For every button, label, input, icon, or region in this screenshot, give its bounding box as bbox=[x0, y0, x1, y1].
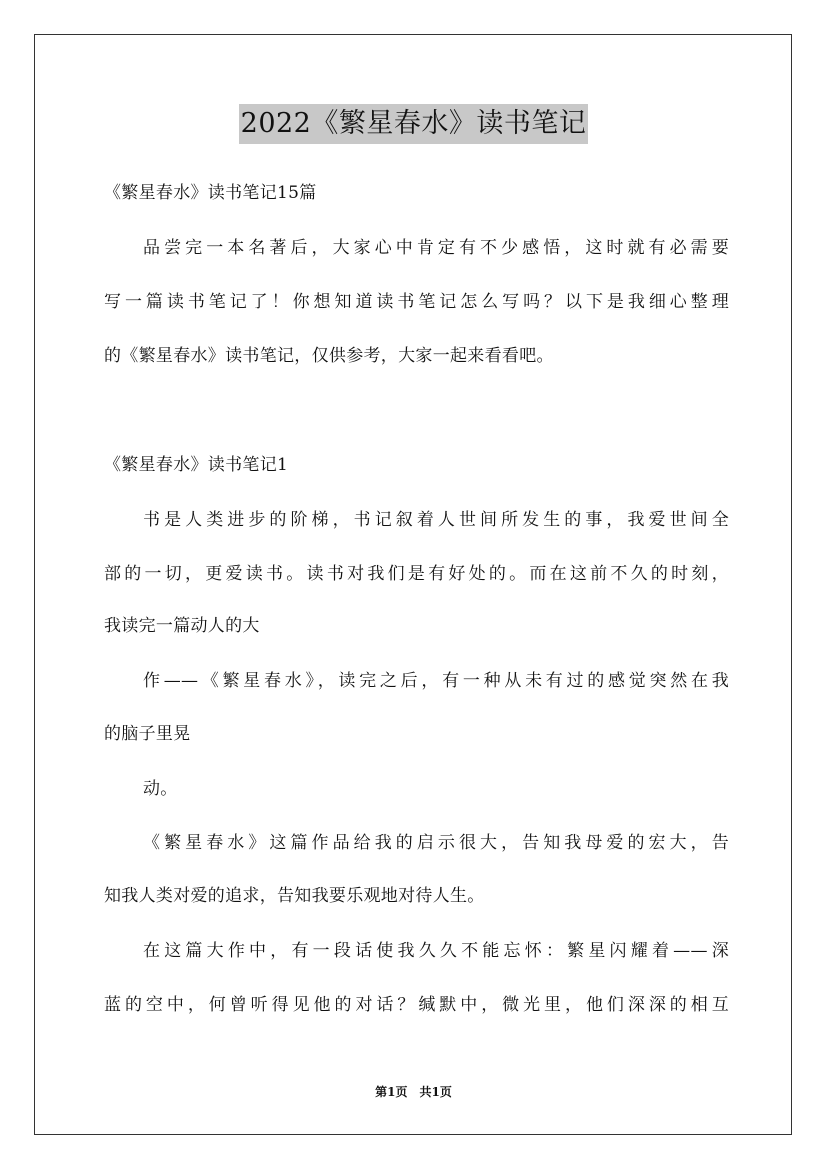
body-line-4: 作——《繁星春水》，读完之后，有一种从未有过的感觉突然在我 bbox=[143, 671, 729, 691]
intro-line-1: 品尝完一本名著后，大家心中肯定有不少感悟，这时就有必需要 bbox=[143, 238, 729, 258]
body-line-10: 蓝的空中，何曾听得见他的对话？缄默中，微光里，他们深深的相互 bbox=[104, 995, 729, 1015]
intro-line-2: 写一篇读书笔记了！你想知道读书笔记怎么写吗？以下是我细心整理 bbox=[104, 292, 729, 312]
document-title bbox=[0, 101, 827, 144]
body-line-8: 知我人类对爱的追求，告知我要乐观地对待人生。 bbox=[104, 886, 485, 906]
body-line-3: 我读完一篇动人的大 bbox=[104, 616, 260, 636]
document-subtitle: 《繁星春水》读书笔记15篇 bbox=[104, 183, 317, 203]
body-line-5: 的脑子里晃 bbox=[104, 724, 191, 744]
body-line-7: 《繁星春水》这篇作品给我的启示很大，告知我母爱的宏大，告 bbox=[143, 833, 729, 853]
section-heading: 《繁星春水》读书笔记1 bbox=[104, 455, 289, 475]
body-line-1: 书是人类进步的阶梯，书记叙着人世间所发生的事，我爱世间全 bbox=[143, 510, 729, 530]
body-line-9: 在这篇大作中，有一段话使我久久不能忘怀：繁星闪耀着——深 bbox=[143, 941, 729, 961]
intro-line-3: 的《繁星春水》读书笔记，仅供参考，大家一起来看看吧。 bbox=[104, 346, 554, 366]
document-title-text: 2022《繁星春水》读书笔记 bbox=[239, 104, 589, 144]
page-number-footer: 第1页 共1页 bbox=[375, 1085, 452, 1099]
body-line-6: 动。 bbox=[143, 779, 178, 799]
body-line-2: 部的一切，更爱读书。读书对我们是有好处的。而在这前不久的时刻， bbox=[104, 564, 729, 584]
